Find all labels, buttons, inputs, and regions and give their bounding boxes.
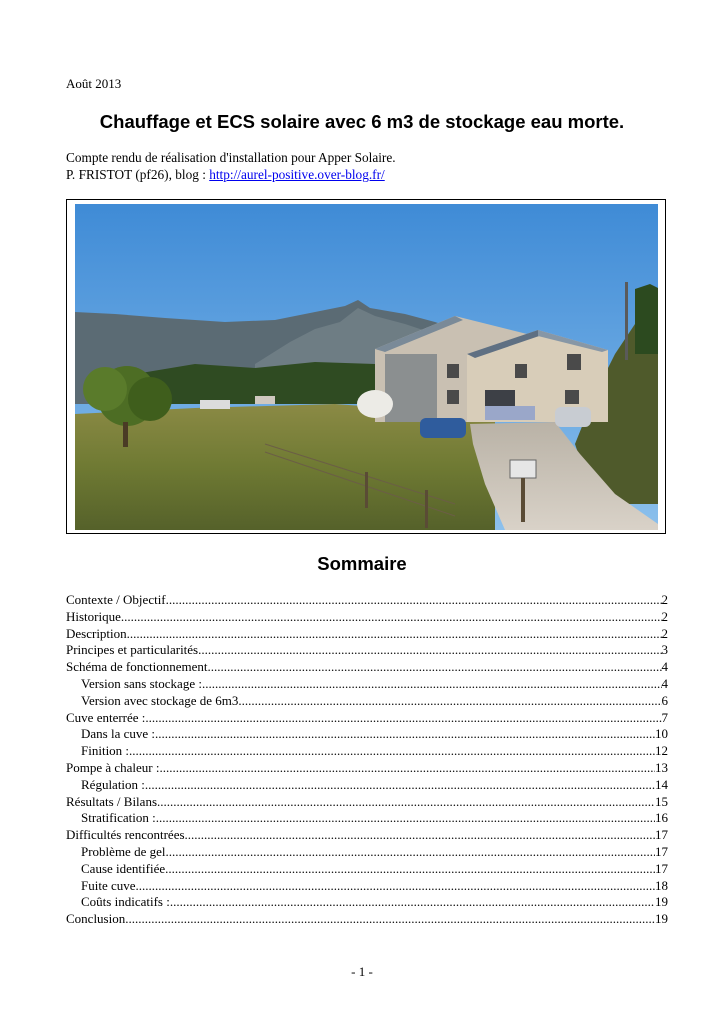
toc-entry-page: 17 xyxy=(655,860,668,876)
house-photo xyxy=(75,204,658,530)
toc-entry-label: Description xyxy=(66,625,127,641)
toc-entry-page: 10 xyxy=(655,726,668,742)
toc-entry[interactable] xyxy=(66,676,668,693)
toc-leader-dots xyxy=(238,693,661,710)
toc-entry-page: 3 xyxy=(661,642,668,658)
toc-entry[interactable] xyxy=(66,894,668,911)
toc-leader-dots xyxy=(125,911,655,928)
toc-entry-label: Finition : xyxy=(81,743,130,759)
toc-entry-label: Stratification : xyxy=(81,810,156,826)
toc-entry-page: 14 xyxy=(655,776,668,792)
toc-leader-dots xyxy=(157,794,655,811)
toc-leader-dots xyxy=(208,659,662,676)
toc-leader-dots xyxy=(198,642,661,659)
toc-leader-dots xyxy=(136,878,655,895)
toc-entry-page: 18 xyxy=(655,877,668,893)
toc-entry-label: Difficultés rencontrées xyxy=(66,827,185,843)
toc-entry[interactable] xyxy=(66,642,668,659)
subtitle-line-2 xyxy=(66,167,385,183)
toc-entry-page: 7 xyxy=(661,709,668,725)
toc-leader-dots xyxy=(165,861,655,878)
toc-entry-page: 4 xyxy=(661,675,668,691)
toc-entry-label: Coûts indicatifs : xyxy=(81,894,170,910)
toc-entry[interactable] xyxy=(66,861,668,878)
toc-entry-page: 2 xyxy=(661,625,668,641)
toc-entry-page: 12 xyxy=(655,743,668,759)
toc-leader-dots xyxy=(156,810,655,827)
toc-entry[interactable] xyxy=(66,659,668,676)
toc-entry-label: Contexte / Objectif xyxy=(66,592,166,607)
toc-entry-page: 17 xyxy=(655,843,668,859)
toc-entry[interactable] xyxy=(66,626,668,643)
subtitle-line-1: Compte rendu de réalisation d'installation pour Apper Solaire. xyxy=(66,150,396,165)
toc-entry[interactable] xyxy=(66,760,668,777)
toc-entry-label: Résultats / Bilans xyxy=(66,793,157,809)
toc-entry[interactable] xyxy=(66,710,668,727)
toc-heading: Sommaire xyxy=(317,553,407,574)
toc-entry[interactable] xyxy=(66,726,668,743)
toc-entry[interactable] xyxy=(66,743,668,760)
blog-link[interactable]: http://aurel-positive.over-blog.fr/ xyxy=(209,167,385,182)
toc-entry-page: 19 xyxy=(655,911,668,927)
toc-entry[interactable] xyxy=(66,844,668,861)
toc-entry[interactable] xyxy=(66,810,668,827)
toc-entry-label: Régulation : xyxy=(81,776,145,792)
toc-entry-label: Version avec stockage de 6m3 xyxy=(81,692,239,708)
toc-entry-page: 15 xyxy=(655,793,668,809)
toc-entry-page: 6 xyxy=(661,692,668,708)
toc-leader-dots xyxy=(185,827,655,844)
toc-entry-page: 16 xyxy=(655,810,668,826)
toc-leader-dots xyxy=(127,626,662,643)
toc-entry-page: 17 xyxy=(655,827,668,843)
toc-entry-label: Conclusion xyxy=(66,911,126,927)
toc-leader-dots xyxy=(145,710,661,727)
toc-entry[interactable] xyxy=(66,609,668,626)
toc-entry-label: Cuve enterrée : xyxy=(66,709,146,725)
toc-entry-page: 2 xyxy=(661,592,668,607)
toc-entry-label: Fuite cuve xyxy=(81,877,136,893)
toc-entry-label: Schéma de fonctionnement xyxy=(66,659,208,675)
toc-entry-label: Principes et particularités xyxy=(66,642,199,658)
toc-leader-dots xyxy=(121,609,662,626)
toc-entry-label: Historique xyxy=(66,608,121,624)
toc-entry-page: 4 xyxy=(661,659,668,675)
toc-entry-label: Problème de gel xyxy=(81,843,166,859)
toc-entry-label: Pompe à chaleur : xyxy=(66,759,160,775)
table-of-contents xyxy=(66,592,668,928)
toc-entry[interactable] xyxy=(66,777,668,794)
toc-leader-dots xyxy=(202,676,662,693)
toc-entry-label: Version sans stockage : xyxy=(81,675,202,691)
toc-leader-dots xyxy=(170,894,655,911)
toc-entry[interactable] xyxy=(66,827,668,844)
toc-entry[interactable] xyxy=(66,878,668,895)
toc-leader-dots xyxy=(165,844,655,861)
toc-leader-dots xyxy=(145,777,655,794)
toc-leader-dots xyxy=(166,592,662,609)
toc-leader-dots xyxy=(129,743,655,760)
toc-entry-page: 19 xyxy=(655,894,668,910)
page-number: - 1 - xyxy=(351,964,373,979)
toc-entry-page: 13 xyxy=(655,759,668,775)
toc-entry[interactable] xyxy=(66,794,668,811)
toc-entry[interactable] xyxy=(66,693,668,710)
date-label: Août 2013 xyxy=(66,76,122,91)
toc-entry[interactable] xyxy=(66,911,668,928)
toc-entry[interactable] xyxy=(66,592,668,609)
toc-leader-dots xyxy=(160,760,656,777)
toc-entry-label: Dans la cuve : xyxy=(81,726,156,742)
document-title: Chauffage et ECS solaire avec 6 m3 de stockage eau morte. xyxy=(99,111,625,132)
toc-leader-dots xyxy=(155,726,655,743)
author-text: P. FRISTOT (pf26), blog : xyxy=(66,167,210,182)
toc-entry-label: Cause identifiée xyxy=(81,860,166,876)
toc-entry-page: 2 xyxy=(661,608,668,624)
